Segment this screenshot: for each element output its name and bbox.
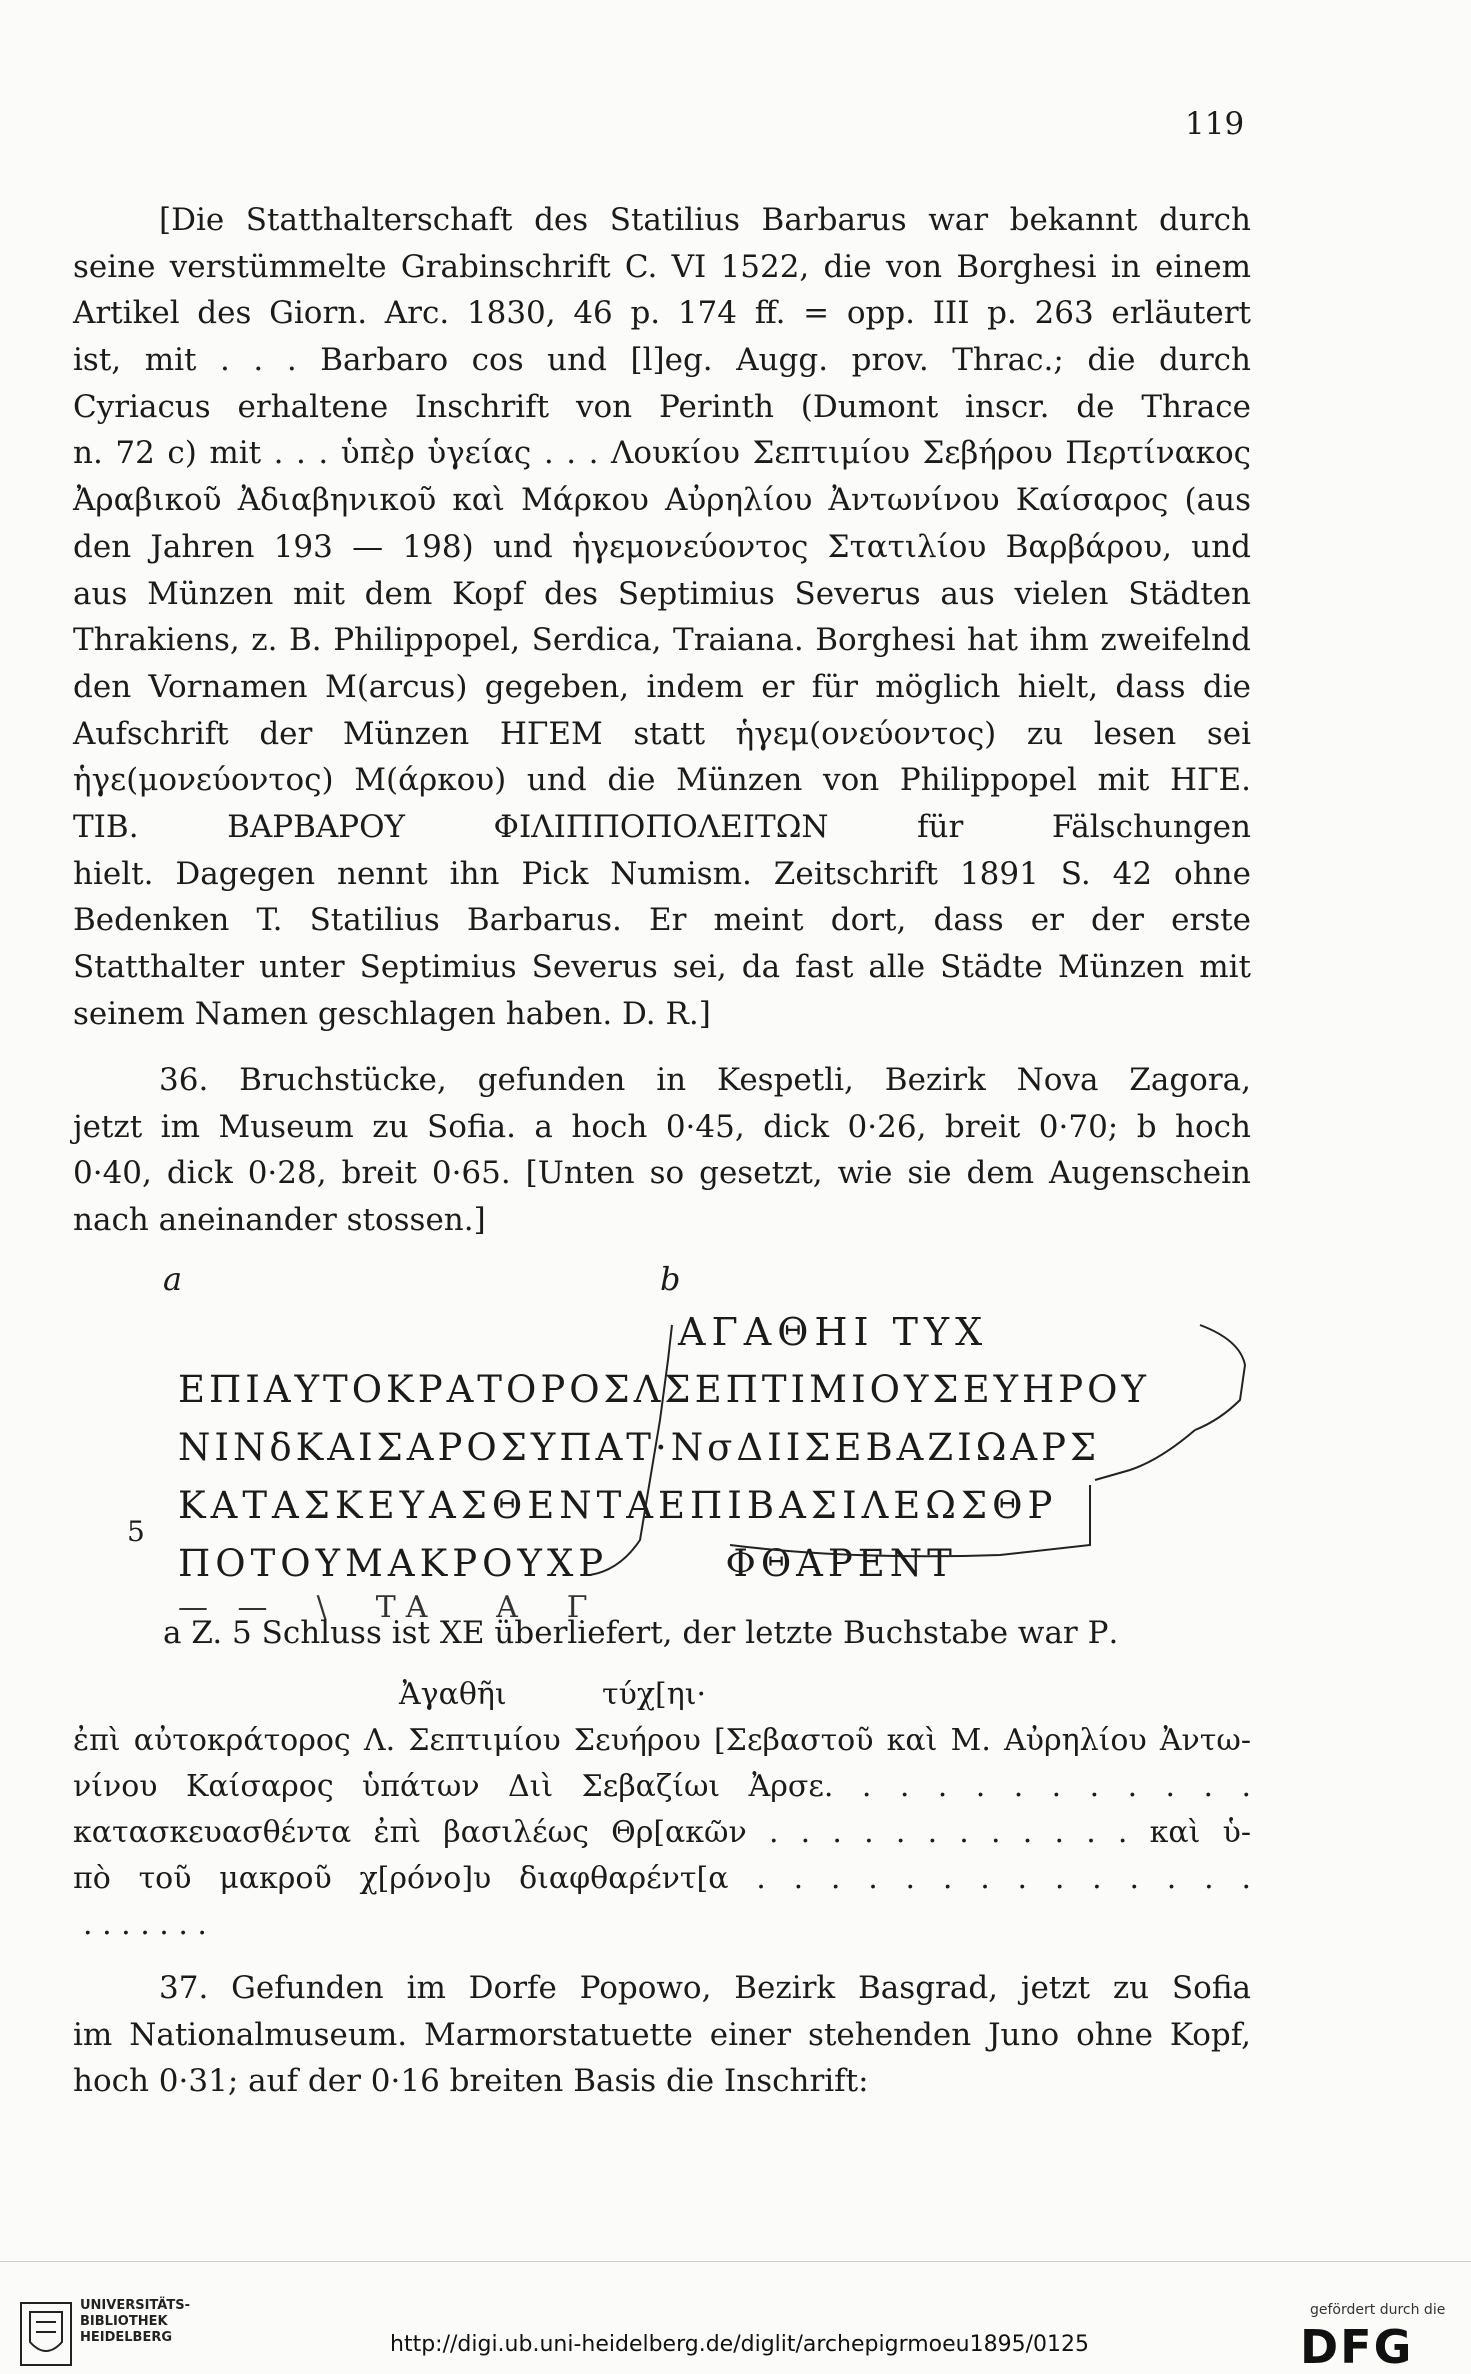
intro-paragraph <box>73 197 1251 1037</box>
inscription-line-fragment: — — \ ΤΑ Α Γ <box>178 1593 598 1623</box>
text-line: ist, mit . . . Barbaro cos und [l]eg. Augg. prov. Thrac.; die durch <box>73 342 1251 379</box>
text-line: im Nationalmuseum. Marmorstatuette einer stehenden Juno ohne Kopf, <box>73 2016 1251 2053</box>
inscription-line: ΕΠΙΑΥΤΟΚΡΑΤΟΡΟΣΛΣΕΠΤΙΜΙΟΥΣΕΥΗΡΟΥ <box>178 1368 1150 1411</box>
text-line: Cyriacus erhaltene Inschrift von Perinth (Dumont inscr. de Thrace <box>73 388 1251 425</box>
entry-36 <box>73 1057 1251 1244</box>
text-line: den Jahren 193 — 198) und ἡγεμονεύοντος Στατιλίου Βαρβάρου, und <box>73 528 1251 565</box>
text-line: Thrakiens, z. B. Philippopel, Serdica, Traiana. Borghesi hat ihm zweifelnd <box>73 622 1251 659</box>
text-line: Aufschrift der Münzen ΗΓΕΜ statt ἡγεμ(ονεύοντος) zu lesen sei <box>73 715 1251 752</box>
transcription <box>73 1672 1251 1948</box>
digitization-footer <box>0 2261 1471 2373</box>
text-line: hielt. Dagegen nennt ihn Pick Numism. Zeitschrift 1891 S. 42 ohne <box>73 855 1251 892</box>
text-line: n. 72 c) mit . . . ὑπὲρ ὑγείας . . . Λουκίου Σεπτιμίου Σεβήρου Περτίνακος <box>73 435 1251 472</box>
funded-by-label: gefördert durch die <box>1310 2302 1446 2318</box>
university-seal-icon <box>20 2302 72 2366</box>
text-line: aus Münzen mit dem Kopf des Septimius Severus aus vielen Städten <box>73 575 1251 612</box>
text-line: nach aneinander stossen.] <box>73 1202 486 1239</box>
text-line: Statthalter unter Septimius Severus sei, da fast alle Städte Münzen mit <box>73 949 1251 985</box>
text-line: seinem Namen geschlagen haben. D. R.] <box>73 995 711 1032</box>
text-line: Ἀραβικοῦ Ἀδιαβηνικοῦ καὶ Μάρκου Αὐρηλίου Ἀντωνίνου Καίσαρος (aus <box>73 482 1251 519</box>
text-line: ἡγε(μονεύοντος) Μ(άρκου) und die Münzen von Philippopel mit ΗΓΕ. <box>73 762 1251 799</box>
institution-name: UNIVERSITÄTS- BIBLIOTHEK HEIDELBERG <box>80 2298 190 2345</box>
transcription-line: κατασκευασθέντα ἐπὶ βασιλέως Θρ[ακῶν . . . . . . . . . . . . καὶ ὑ- <box>73 1815 1251 1850</box>
text-line: hoch 0·31; auf der 0·16 breiten Basis die Inschrift: <box>73 2063 869 2100</box>
note-line: a Z. 5 Schluss ist ΧΕ überliefert, der letzte Buchstabe war Ρ. <box>163 1615 1119 1651</box>
transcription-line: Ἀγαθῆι τύχ[ηι· <box>399 1677 707 1712</box>
inscription-line: ΚΑΤΑΣΚΕΥΑΣΘΕΝΤΑΕΠΙΒΑΣΙΛΕΩΣΘΡ <box>178 1484 1058 1527</box>
transcription-line: πὸ τοῦ μακροῦ χ[ρόνο]υ διαφθαρέντ[α . . . . . . . . . . . . . . <box>73 1861 1251 1896</box>
inscription-line: ΑΓΑΘΗΙ ΤΥΧ <box>678 1310 989 1354</box>
text-line: ΤΙΒ. ΒΑΡΒΑΡΟΥ ΦΙΛΙΠΠΟΠΟΛΕΙΤΩΝ für Fälschungen <box>73 808 1251 845</box>
text-line: jetzt im Museum zu Sofia. a hoch 0·45, dick 0·26, breit 0·70; b hoch <box>73 1108 1251 1145</box>
text-line: den Vornamen M(arcus) gegeben, indem er für möglich hielt, dass die <box>73 668 1251 705</box>
entry-37 <box>73 1965 1251 2105</box>
inscription-fragments <box>178 1303 1248 1623</box>
dfg-logo: DFG <box>1300 2320 1414 2374</box>
transcription-line: νίνου Καίσαρος ὑπάτων Διὶ Σεβαζίωι Ἀρσε. . . . . . . . . . . . <box>73 1769 1251 1804</box>
text-line: Artikel des Giorn. Arc. 1830, 46 p. 174 ff. = opp. III p. 263 erläutert <box>73 295 1251 332</box>
note-a <box>163 1610 1253 1657</box>
transcription-line: ἐπὶ αὐτοκράτορος Λ. Σεπτιμίου Σευήρου [Σεβαστοῦ καὶ Μ. Αὐρηλίου Ἀντω- <box>73 1723 1251 1758</box>
transcription-line: . . . . . . . <box>83 1907 207 1942</box>
page-number: 119 <box>1185 106 1245 142</box>
source-url-link[interactable]: http://digi.ub.uni-heidelberg.de/diglit/archepigrmoeu1895/0125 <box>390 2332 1089 2357</box>
text-line: 0·40, dick 0·28, breit 0·65. [Unten so gesetzt, wie sie dem Augenschein <box>73 1155 1251 1192</box>
fragment-label-b: b <box>660 1260 681 1298</box>
text-line: seine verstümmelte Grabinschrift C. VI 1522, die von Borghesi in einem <box>73 248 1251 285</box>
inscription-line: ΝΙΝδΚΑΙΣΑΡΟΣΥΠΑΤ·ΝσΔΙΙΣΕΒΑΖΙΩΑΡΣ <box>178 1426 1101 1469</box>
inscription-line-number: 5 <box>127 1515 145 1548</box>
fragment-label-a: a <box>163 1260 183 1298</box>
text-line: 37. Gefunden im Dorfe Popowo, Bezirk Basgrad, jetzt zu Sofia <box>159 1970 1251 2006</box>
text-line: 36. Bruchstücke, gefunden in Kespetli, Bezirk Nova Zagora, <box>159 1062 1251 1098</box>
inscription-line: ΠΟΤΟΥΜΑΚΡΟΥΧΡ ΦΘΑΡΕΝΤ <box>178 1542 957 1585</box>
text-line: Bedenken T. Statilius Barbarus. Er meint dort, dass er der erste <box>73 902 1251 939</box>
text-line: [Die Statthalterschaft des Statilius Barbarus war bekannt durch <box>159 202 1251 238</box>
